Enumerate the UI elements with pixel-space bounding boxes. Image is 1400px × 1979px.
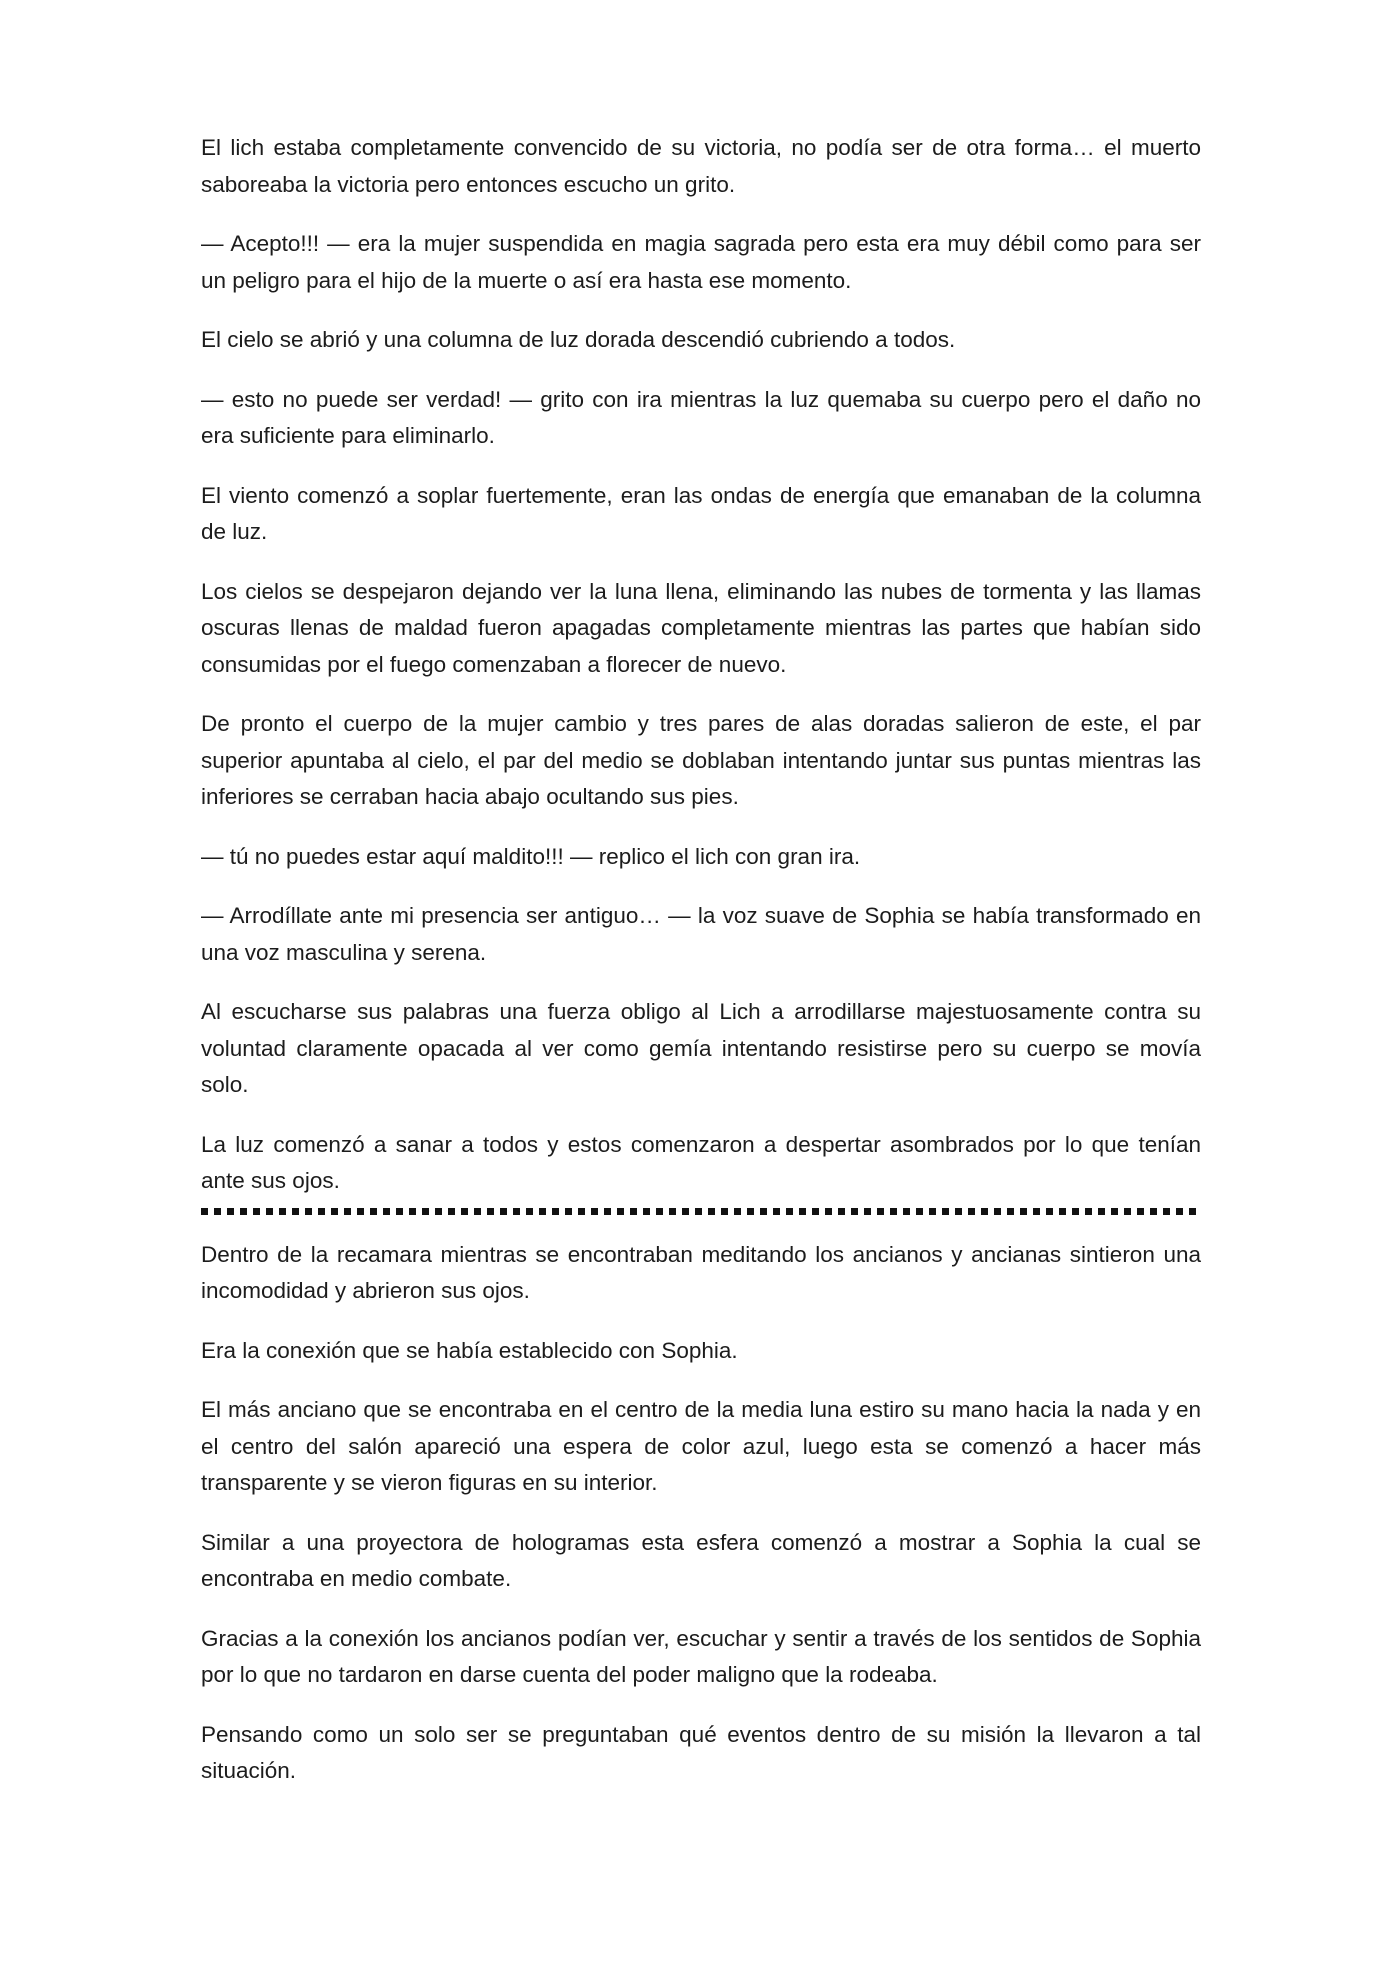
paragraph: — Acepto!!! — era la mujer suspendida en magia sagrada pero esta era muy débil como para ser un peligro para el hijo de la muerte o así era hasta ese momento. [201, 231, 1201, 293]
paragraph: El viento comenzó a soplar fuertemente, eran las ondas de energía que emanaban de la columna de luz. [201, 482, 1201, 544]
paragraph: Similar a una proyectora de hologramas esta esfera comenzó a mostrar a Sophia la cual se encontraba en medio combate. [201, 1529, 1201, 1591]
paragraph: — Arrodíllate ante mi presencia ser antiguo… — la voz suave de Sophia se había transformado en una voz masculina y serena. [201, 903, 1201, 965]
paragraph: De pronto el cuerpo de la mujer cambio y tres pares de alas doradas salieron de este, el par superior apuntaba al cielo, el par del medio se doblaban intentando juntar sus puntas mientras las inferiores se cerraban hacia abajo ocultando sus pies. [201, 711, 1201, 809]
document-page [201, 130, 1201, 1813]
paragraph: Era la conexión que se había establecido con Sophia. [201, 1337, 738, 1363]
paragraph: — esto no puede ser verdad! — grito con ira mientras la luz quemaba su cuerpo pero el daño no era suficiente para eliminarlo. [201, 386, 1201, 448]
paragraph: Los cielos se despejaron dejando ver la luna llena, eliminando las nubes de tormenta y las llamas oscuras llenas de maldad fueron apagadas completamente mientras las partes que habían sido consumidas por el fuego comenzaban a florecer de nuevo. [201, 578, 1201, 677]
paragraph: — tú no puedes estar aquí maldito!!! — replico el lich con gran ira. [201, 843, 861, 869]
paragraph: El cielo se abrió y una columna de luz dorada descendió cubriendo a todos. [201, 327, 956, 352]
dotted-section-separator [201, 1208, 1201, 1215]
paragraph: La luz comenzó a sanar a todos y estos comenzaron a despertar asombrados por lo que tenían ante sus ojos. [201, 1131, 1201, 1193]
paragraph: Al escucharse sus palabras una fuerza obligo al Lich a arrodillarse majestuosamente contra su voluntad claramente opacada al ver como gemía intentando resistirse pero su cuerpo se movía solo. [201, 999, 1201, 1097]
paragraph: Gracias a la conexión los ancianos podían ver, escuchar y sentir a través de los sentidos de Sophia por lo que no tardaron en darse cuenta del poder maligno que la rodeaba. [201, 1625, 1201, 1687]
paragraph: Pensando como un solo ser se preguntaban qué eventos dentro de su misión la llevaron a tal situación. [201, 1721, 1201, 1783]
paragraph: El lich estaba completamente convencido de su victoria, no podía ser de otra forma… el muerto saboreaba la victoria pero entonces escucho un grito. [201, 135, 1201, 197]
paragraph: El más anciano que se encontraba en el centro de la media luna estiro su mano hacia la nada y en el centro del salón apareció una espera de color azul, luego esta se comenzó a hacer más transparente y se vieron figuras en su interior. [201, 1397, 1201, 1495]
paragraph: Dentro de la recamara mientras se encontraban meditando los ancianos y ancianas sintieron una incomodidad y abrieron sus ojos. [201, 1241, 1201, 1303]
